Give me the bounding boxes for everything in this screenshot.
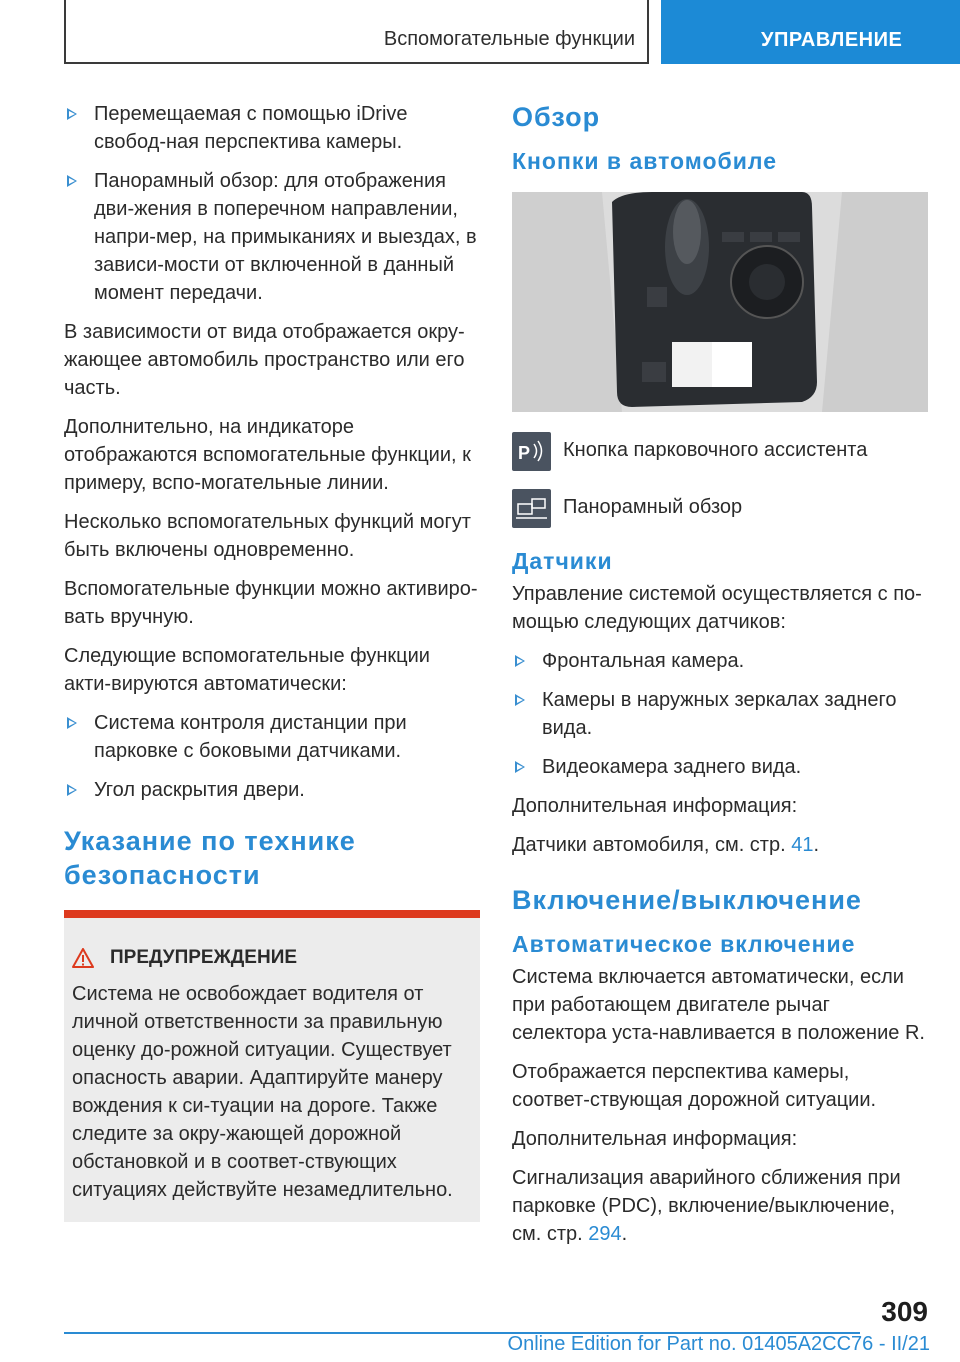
- bullet-triangle-icon: [67, 784, 77, 796]
- list-item: Перемещаемая с помощью iDrive свобод-ная перспектива камеры.: [64, 100, 481, 156]
- pdc-reference: Сигнализация аварийного сближения при парковке (PDC), включение/выключение, см. стр. 294.: [512, 1167, 901, 1245]
- panorama-view-icon: [512, 489, 551, 528]
- bullet-triangle-icon: [515, 761, 525, 773]
- more-info-label: Дополнительная информация:: [512, 795, 798, 817]
- paragraph: В зависимости от вида отображается окру-жающее автомобиль пространство или его часть.: [64, 321, 465, 399]
- paragraph: Следующие вспомогательные функции акти-вируются автоматически:: [64, 645, 430, 695]
- bullet-triangle-icon: [515, 694, 525, 706]
- overview-heading: Обзор: [512, 102, 601, 132]
- parking-assistant-icon: [512, 432, 551, 471]
- bullet-triangle-icon: [67, 717, 77, 729]
- left-column: [64, 100, 481, 1222]
- right-column: [512, 100, 928, 1259]
- list-item: Панорамный обзор: для отображения дви-жения в поперечном направлении, напри-мер, на примыканиях и выездах, в зависи-мости от включенной в данный момент передачи.: [64, 167, 481, 307]
- sensors-reference: Датчики автомобиля, см. стр. 41.: [512, 834, 820, 856]
- page-link[interactable]: 41: [791, 834, 814, 856]
- warning-label: ПРЕДУПРЕЖДЕНИЕ: [110, 947, 298, 968]
- sensors-intro: Управление системой осуществляется с по-мощью следующих датчиков:: [512, 583, 922, 633]
- paragraph: Дополнительно, на индикаторе отображаются вспомогательные функции, к примеру, вспо-могательные линии.: [64, 416, 471, 494]
- console-image: [512, 192, 928, 412]
- warning-title: [72, 944, 470, 972]
- paragraph: Отображается перспектива камеры, соответ-ствующая дорожной ситуации.: [512, 1061, 877, 1111]
- warning-box: [64, 910, 480, 1222]
- list-item: Угол раскрытия двери.: [64, 776, 481, 804]
- icon-item-parking: [512, 432, 928, 471]
- auto-heading: Автоматическое включение: [512, 931, 856, 957]
- buttons-heading: Кнопки в автомобиле: [512, 148, 777, 174]
- footer-edition: Online Edition for Part no. 01405A2CC76 - II/21: [507, 1333, 930, 1355]
- onoff-heading: Включение/выключение: [512, 885, 862, 915]
- list-item: Фронтальная камера.: [512, 647, 928, 675]
- header-section-box: [64, 0, 649, 64]
- page-number: 309: [881, 1296, 928, 1327]
- icon-item-panorama: [512, 489, 928, 528]
- warning-triangle-icon: [72, 948, 94, 968]
- paragraph: Несколько вспомогательных функций могут быть включены одновременно.: [64, 511, 471, 561]
- icon-item-label: Панорамный обзор: [563, 496, 743, 518]
- paragraph: Вспомогательные функции можно активиро-вать вручную.: [64, 578, 478, 628]
- bullet-triangle-icon: [515, 655, 525, 667]
- more-info-label: Дополнительная информация:: [512, 1128, 798, 1150]
- page-link[interactable]: 294: [588, 1223, 622, 1245]
- section-title: Вспомогательные функции: [383, 28, 635, 50]
- warning-text: Система не освобождает водителя от личной ответственности за правильную оценку до-рожной ситуации. Существует опасность аварии. Адаптируйте манеру вождения к си-туации на дороге. Также следите за окру-жающей дорожной обстановкой и в соответ-ствующих ситуациях действуйте незамедлительно.: [72, 983, 453, 1201]
- icon-item-label: Кнопка парковочного ассистента: [563, 439, 868, 461]
- safety-heading: Указание по технике безопасности: [64, 826, 356, 890]
- bullet-triangle-icon: [67, 108, 77, 120]
- list-item: Видеокамера заднего вида.: [512, 753, 928, 781]
- paragraph: Система включается автоматически, если при работающем двигателе рычаг селектора уста-навливается в положение R.: [512, 966, 925, 1044]
- sensors-heading: Датчики: [512, 548, 613, 574]
- bullet-triangle-icon: [67, 175, 77, 187]
- list-item: Система контроля дистанции при парковке с боковыми датчиками.: [64, 709, 481, 765]
- control-panel-photo: [512, 192, 928, 412]
- chapter-tab: УПРАВЛЕНИЕ: [661, 0, 960, 64]
- svg-text:P: P: [518, 443, 531, 463]
- list-item: Камеры в наружных зеркалах заднего вида.: [512, 686, 928, 742]
